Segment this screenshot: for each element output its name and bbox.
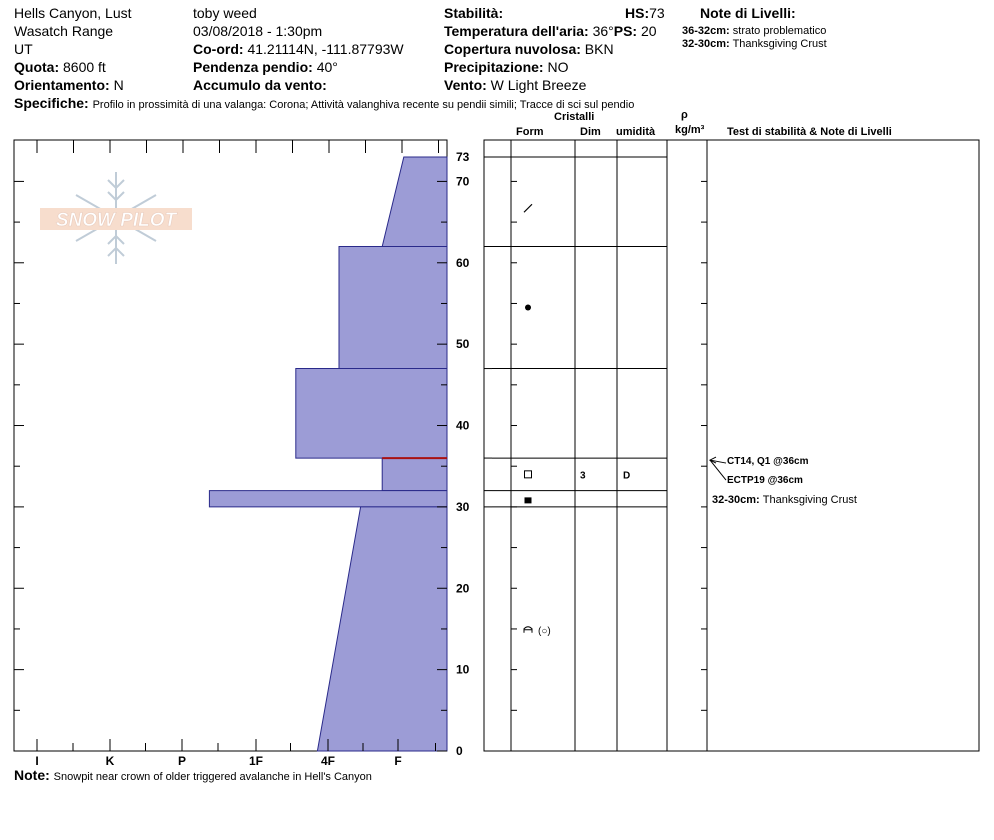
depth-tick-label: 10 xyxy=(456,662,470,677)
elevation-label: Quota: xyxy=(14,59,60,75)
layer-notes-title: Note di Livelli: xyxy=(700,5,796,21)
coord-label: Co-ord: xyxy=(193,41,244,57)
wind-value: W Light Breeze xyxy=(490,77,587,93)
note-value: Snowpit near crown of older triggered avalanche in Hell's Canyon xyxy=(53,771,372,783)
hardness-tick-label: K xyxy=(105,754,115,768)
layer-table-frame xyxy=(484,140,979,751)
layer-note-text: Thanksgiving Crust xyxy=(732,38,827,50)
moisture-header: umidità xyxy=(616,126,656,138)
stability-test-label: ECTP19 @36cm xyxy=(727,475,803,487)
aspect-label: Orientamento: xyxy=(14,77,110,93)
rho-header: ρ xyxy=(681,109,688,121)
wind-load-label: Accumulo da vento: xyxy=(193,77,327,93)
depth-tick-label: 20 xyxy=(456,581,470,596)
hardness-layer xyxy=(382,157,447,247)
test-arrowhead xyxy=(710,457,716,463)
specifics-value: Profilo in prossimità di una valanga: Corona; Attività valanghiva recente su pendii simili; Tracce di sci sul pendio xyxy=(92,99,635,111)
decomposing-grain-symbol xyxy=(524,204,532,212)
coord-value: 41.21114N, -111.87793W xyxy=(247,41,404,57)
state-name: UT xyxy=(14,41,33,57)
precip-value: NO xyxy=(547,59,569,75)
depth-tick-label: 60 xyxy=(456,255,470,270)
hs-tick-label: 73 xyxy=(456,150,470,164)
grain-size-label: 3 xyxy=(580,470,586,482)
form-header: Form xyxy=(516,126,544,138)
precip-label: Precipitazione: xyxy=(444,59,544,75)
moisture-label: D xyxy=(623,470,631,482)
range-name: Wasatch Range xyxy=(14,23,114,39)
specifics-label: Specifiche: xyxy=(14,95,89,111)
layer-note-range: 32-30cm: xyxy=(682,38,730,50)
layer-note-text xyxy=(712,494,857,506)
faceted-grain-symbol xyxy=(525,471,532,478)
slope-value: 40° xyxy=(316,59,338,75)
depth-tick-label: 0 xyxy=(456,744,463,758)
hardness-tick-label: 4F xyxy=(320,754,336,768)
tests-header: Test di stabilità & Note di Livelli xyxy=(727,126,892,138)
hardness-layer xyxy=(317,507,447,751)
observation-datetime: 03/08/2018 - 1:30pm xyxy=(193,23,323,39)
hs-value: 73 xyxy=(649,5,665,21)
layer-note-range: 36-32cm: xyxy=(682,25,730,37)
depth-tick-label: 50 xyxy=(456,337,470,352)
depth-tick-label: 70 xyxy=(456,174,470,189)
hardness-layer xyxy=(296,369,447,459)
hardness-tick-label: I xyxy=(35,754,39,768)
crust-symbol xyxy=(525,497,532,503)
layer-note-range: 32-30cm: xyxy=(712,493,763,506)
sky-value: BKN xyxy=(584,41,614,57)
hardness-layer xyxy=(339,247,447,369)
crystals-header: Cristalli xyxy=(554,111,595,123)
hardness-tick-label: 1F xyxy=(248,754,264,768)
location-name: Hells Canyon, Lust xyxy=(14,5,132,21)
hardness-tick-label: F xyxy=(394,754,402,768)
depth-hoar-symbol xyxy=(524,627,532,633)
hardness-layer xyxy=(382,458,447,491)
density-unit-header: kg/m³ xyxy=(675,124,705,136)
hs-label: HS: xyxy=(625,5,650,21)
air-temp-value: 36° xyxy=(592,23,614,39)
hardness-tick-label: P xyxy=(177,754,187,768)
hardness-layer xyxy=(209,491,447,507)
sky-label: Copertura nuvolosa: xyxy=(444,41,581,57)
slope-label: Pendenza pendio: xyxy=(193,59,313,75)
stability-label: Stabilità: xyxy=(444,5,504,21)
observer-name: toby weed xyxy=(193,5,257,21)
wind-label: Vento: xyxy=(444,77,487,93)
layer-note-desc: Thanksgiving Crust xyxy=(762,493,857,506)
depth-tick-label: 40 xyxy=(456,418,470,433)
size-header: Dim xyxy=(580,126,601,138)
rounded-grain-symbol xyxy=(525,305,531,311)
aspect-value: N xyxy=(113,77,124,93)
ps-value: 20 xyxy=(640,23,657,39)
air-temp-label: Temperatura dell'aria: xyxy=(444,23,589,39)
layer-note-text: strato problematico xyxy=(732,25,827,37)
note-label: Note: xyxy=(14,767,50,783)
secondary-form-text: (○) xyxy=(538,625,551,637)
stability-test-label: CT14, Q1 @36cm xyxy=(727,456,809,468)
ps-label: PS: xyxy=(613,23,638,39)
svg-text:SNOW PILOT: SNOW PILOT xyxy=(55,210,177,231)
elevation-value: 8600 ft xyxy=(63,59,106,75)
depth-tick-label: 30 xyxy=(456,499,470,514)
snowpilot-logo xyxy=(40,172,192,264)
